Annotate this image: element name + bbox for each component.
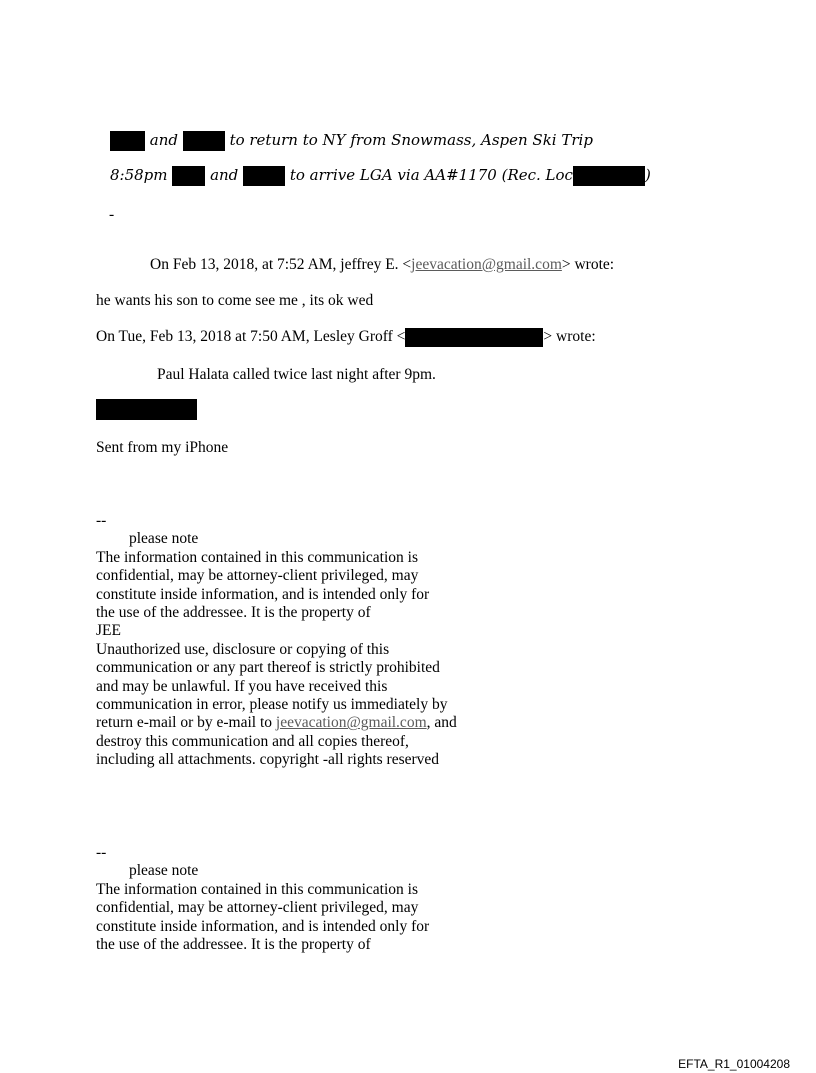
disclaimer-line: communication in error, please notify us immediately by [96, 696, 448, 714]
dash-separator: - [109, 206, 115, 223]
email-1-body: he wants his son to come see me , its ok wed [96, 292, 374, 309]
disclaimer-note: please note [129, 862, 199, 880]
email-1-header-prefix: On Feb 13, 2018, at 7:52 AM, jeffrey E. < [150, 256, 412, 273]
disclaimer-line: including all attachments. copyright -all rights reserved [96, 751, 440, 769]
email-link[interactable]: jeevacation@gmail.com [411, 256, 562, 273]
email-1-header-suffix: > wrote: [561, 256, 615, 273]
disclaimer-line: the use of the addressee. It is the property of [96, 604, 371, 622]
itinerary-text: to arrive LGA via AA#1170 (Rec. Loc [289, 166, 573, 184]
document-id: EFTA_R1_01004208 [678, 1057, 790, 1071]
disclaimer-line: Unauthorized use, disclosure or copying of this [96, 640, 390, 658]
disclaimer-line: JEE [96, 622, 121, 640]
email-2-header-prefix: On Tue, Feb 13, 2018 at 7:50 AM, Lesley Groff < [96, 328, 406, 346]
disclaimer-note: please note [129, 530, 199, 548]
disclaimer-line: destroy this communication and all copies thereof, [96, 732, 409, 750]
disclaimer-line: communication or any part thereof is strictly prohibited [96, 659, 440, 677]
itinerary-line-1 [110, 131, 593, 151]
redaction-box [183, 131, 225, 151]
email-link[interactable]: jeevacation@gmail.com [275, 714, 427, 732]
email-2-header [96, 328, 596, 347]
disclaimer-line: the use of the addressee. It is the property of [96, 936, 371, 954]
email-2-body: Paul Halata called twice last night after 9pm. [157, 366, 436, 383]
disclaimer-line: constitute inside information, and is intended only for [96, 917, 430, 935]
disclaimer-line: The information contained in this communication is [96, 880, 418, 898]
disclaimer-1 [96, 512, 457, 770]
redaction-box [110, 131, 145, 151]
disclaimer-return-prefix: return e-mail or by e-mail to [96, 714, 276, 732]
email-1-header [150, 256, 614, 274]
itinerary-text: to return to NY from Snowmass, Aspen Ski Trip [229, 131, 593, 149]
redaction-box [243, 166, 285, 186]
disclaimer-line: and may be unlawful. If you have received this [96, 677, 388, 695]
redaction-box [172, 166, 205, 186]
and-word: and [149, 131, 178, 149]
signature: Sent from my iPhone [96, 439, 229, 456]
itinerary-close: ) [644, 166, 651, 184]
redaction-box [96, 399, 197, 420]
disclaimer-line: confidential, may be attorney-client privileged, may [96, 899, 419, 917]
and-word: and [210, 166, 239, 184]
disclaimer-line [96, 714, 457, 732]
disclaimer-line: confidential, may be attorney-client privileged, may [96, 567, 419, 585]
disclaimer-2 [96, 844, 429, 954]
email-2-header-suffix: > wrote: [543, 328, 596, 346]
itinerary-time: 8:58pm [110, 166, 168, 184]
disclaimer-line: The information contained in this communication is [96, 548, 418, 566]
redaction-box [573, 166, 645, 186]
itinerary-line-2 [110, 166, 651, 186]
disclaimer-return-suffix: , and [426, 714, 457, 732]
disclaimer-separator: -- [96, 844, 107, 861]
redaction-box [405, 328, 543, 347]
disclaimer-separator: -- [96, 512, 107, 529]
disclaimer-line: constitute inside information, and is intended only for [96, 585, 430, 603]
